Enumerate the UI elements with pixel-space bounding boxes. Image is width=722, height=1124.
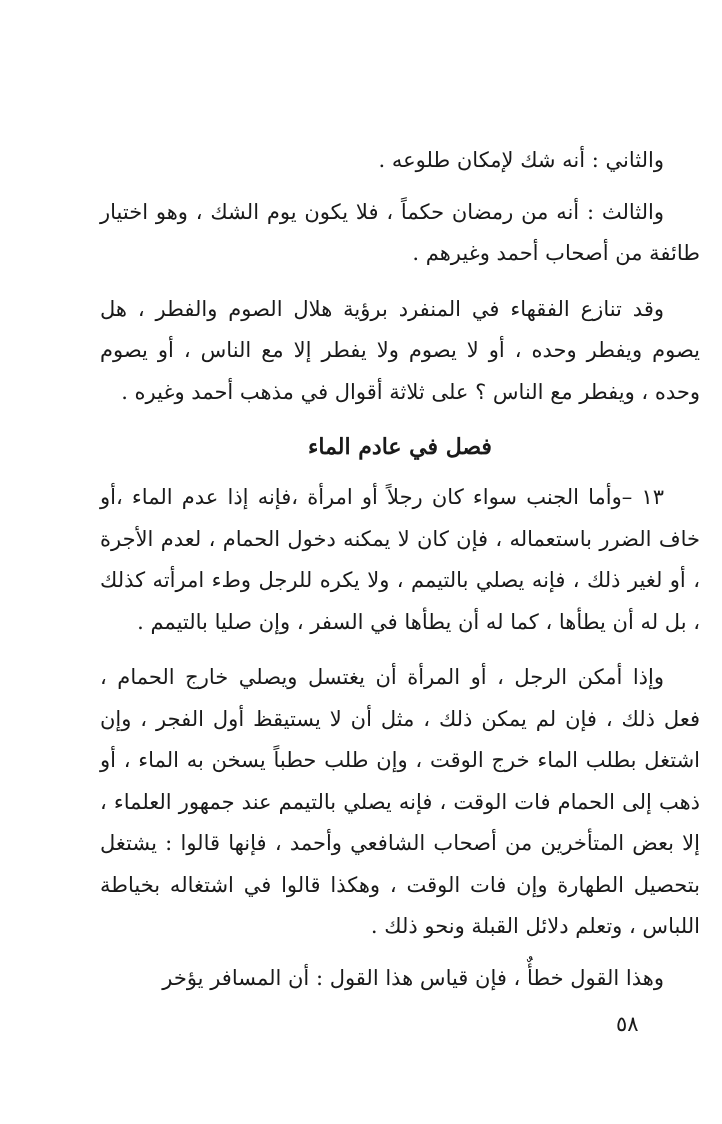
paragraph-washing-outside: وإذا أمكن الرجل ، أو المرأة أن يغتسل ويصلي خارج الحمام ، فعل ذلك ، فإن لم يمكن ذلك ، مثل أن لا يستيقظ أول الفجر ، وإن اشتغل بطلب الماء خرج الوقت ، وإن طلب حطباً يسخن به الماء ، أو ذهب إلى الحمام فات الوقت ، فإنه يصلي بالتيمم عند جمهور العلماء ، إلا بعض المتأخرين من أصحاب الشافعي وأحمد ، فإنها قالوا : يشتغل بتحصيل الطهارة وإن فات الوقت ، وهكذا قالوا في اشتغاله بخياطة اللباس ، وتعلم دلائل القبلة ونحو ذلك .	[100, 665, 700, 938]
paragraph-jurists-dispute: وقد تنازع الفقهاء في المنفرد برؤية هلال الصوم والفطر ، هل يصوم ويفطر وحده ، أو لا يصوم ولا يفطر إلا مع الناس ، أو يصوم وحده ، ويفطر مع الناس ؟ على ثلاثة أقوال في مذهب أحمد وغيره .	[100, 296, 700, 404]
page-body	[100, 140, 700, 999]
paragraph-third-opinion: والثالث : أنه من رمضان حكماً ، فلا يكون يوم الشك ، وهو اختيار طائفة من أصحاب أحمد وغيرهم .	[100, 199, 700, 265]
paragraph-opinion-error: وهذا القول خطأٌ ، فإن قياس هذا القول : أن المسافر يؤخر	[162, 965, 664, 990]
section-heading: فصل في عادم الماء	[308, 434, 492, 460]
page-number: ٥٨	[616, 1012, 639, 1036]
paragraph-junub-ruling: ١٣ –وأما الجنب سواء كان رجلاً أو امرأة ،فإنه إذا عدم الماء ،أو خاف الضرر باستعماله ، فإن كان لا يمكنه دخول الحمام ، لعدم الأجرة ، أو لغير ذلك ، فإنه يصلي بالتيمم ، ولا يكره للرجل وطء امرأته كذلك ، بل له أن يطأها ، كما له أن يطأها في السفر ، وإن صليا بالتيمم .	[100, 485, 700, 634]
paragraph-second-opinion: والثاني : أنه شك لإمكان طلوعه .	[378, 148, 664, 172]
